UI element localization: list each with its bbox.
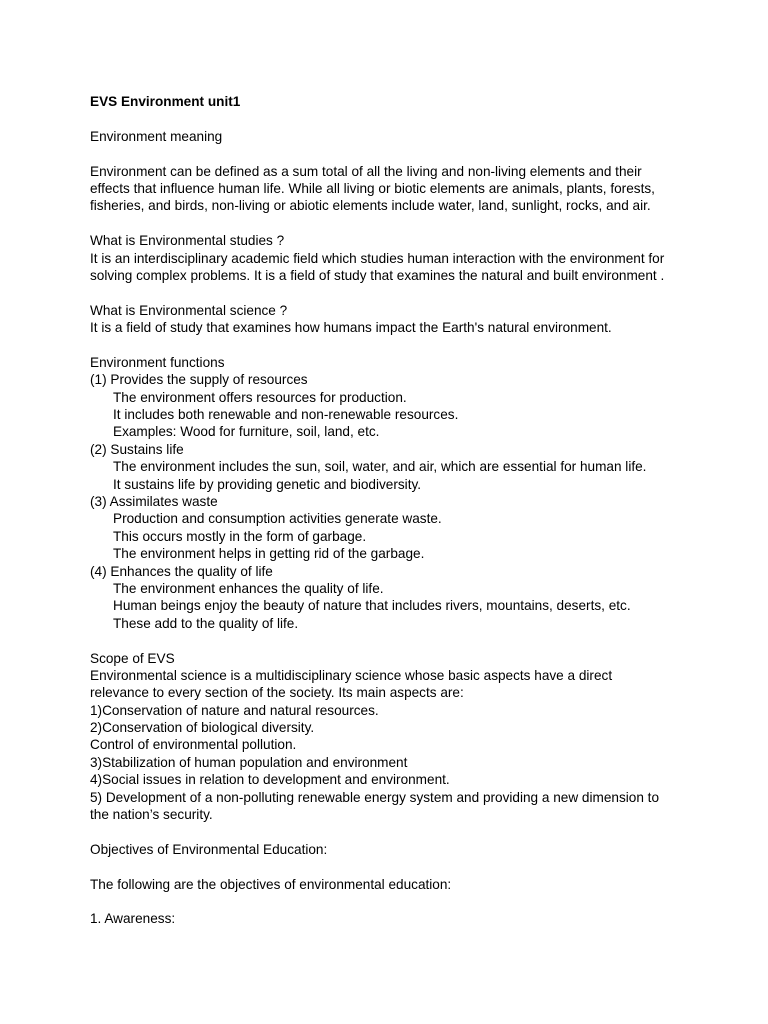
functions-heading: Environment functions	[90, 354, 225, 370]
function-point: Production and consumption activities generate waste.	[113, 511, 442, 527]
document-body	[90, 93, 690, 928]
function-point: The environment helps in getting rid of the garbage.	[113, 546, 425, 562]
function-point: The environment enhances the quality of life.	[113, 580, 384, 596]
function-point: Human beings enjoy the beauty of nature that includes rivers, mountains, deserts, etc.	[113, 598, 631, 614]
science-heading: What is Environmental science ?	[90, 302, 288, 318]
function-point: It sustains life by providing genetic and biodiversity.	[113, 476, 422, 492]
function-item-label: (3) Assimilates waste	[90, 493, 218, 509]
paragraph-line: Environmental science is a multidisciplinary science whose basic aspects have a direct	[90, 667, 613, 683]
paragraph-line: It is an interdisciplinary academic field which studies human interaction with the environment for	[90, 250, 665, 266]
scope-heading: Scope of EVS	[90, 650, 175, 666]
spacer	[90, 336, 690, 353]
objectives-heading: Objectives of Environmental Education:	[90, 841, 328, 857]
spacer	[90, 632, 690, 649]
function-item-label: (1) Provides the supply of resources	[90, 372, 308, 388]
paragraph-line: Environment can be defined as a sum total of all the living and non-living elements and their	[90, 163, 642, 179]
spacer	[90, 145, 690, 162]
objective-item: 1. Awareness:	[90, 911, 176, 927]
function-point: These add to the quality of life.	[113, 615, 299, 631]
document-title: EVS Environment unit1	[90, 94, 241, 109]
function-point: This occurs mostly in the form of garbage.	[113, 528, 367, 544]
paragraph-line: It is a field of study that examines how humans impact the Earth's natural environment.	[90, 320, 612, 336]
scope-list-item: 2)Conservation of biological diversity.	[90, 720, 315, 736]
spacer	[90, 110, 690, 127]
function-point: The environment includes the sun, soil, water, and air, which are essential for human life.	[113, 459, 647, 475]
function-point: The environment offers resources for production.	[113, 389, 407, 405]
scope-list-item: 4)Social issues in relation to development and environment.	[90, 772, 450, 788]
spacer	[90, 858, 690, 875]
spacer	[90, 284, 690, 301]
function-item-label: (2) Sustains life	[90, 441, 184, 457]
spacer	[90, 215, 690, 232]
spacer	[90, 823, 690, 840]
paragraph-line: effects that influence human life. While all living or biotic elements are animals, plants, forests,	[90, 180, 655, 196]
objectives-intro: The following are the objectives of environmental education:	[90, 876, 452, 892]
meaning-heading: Environment meaning	[90, 128, 223, 144]
paragraph-line: solving complex problems. It is a field of study that examines the natural and built environment .	[90, 267, 665, 283]
function-item-label: (4) Enhances the quality of life	[90, 563, 273, 579]
paragraph-line: relevance to every section of the society. Its main aspects are:	[90, 685, 464, 701]
function-point: Examples: Wood for furniture, soil, land, etc.	[113, 424, 380, 440]
scope-list-item: 1)Conservation of nature and natural resources.	[90, 702, 379, 718]
spacer	[90, 893, 690, 910]
scope-list-item: Control of environmental pollution.	[90, 737, 297, 753]
scope-list-item: the nation’s security.	[90, 807, 213, 823]
scope-list-item: 3)Stabilization of human population and environment	[90, 754, 408, 770]
function-point: It includes both renewable and non-renewable resources.	[113, 407, 459, 423]
paragraph-line: fisheries, and birds, non-living or abiotic elements include water, land, sunlight, rocks, and air.	[90, 198, 651, 214]
studies-heading: What is Environmental studies ?	[90, 233, 285, 249]
scope-list-item: 5) Development of a non-polluting renewable energy system and providing a new dimension to	[90, 789, 660, 805]
